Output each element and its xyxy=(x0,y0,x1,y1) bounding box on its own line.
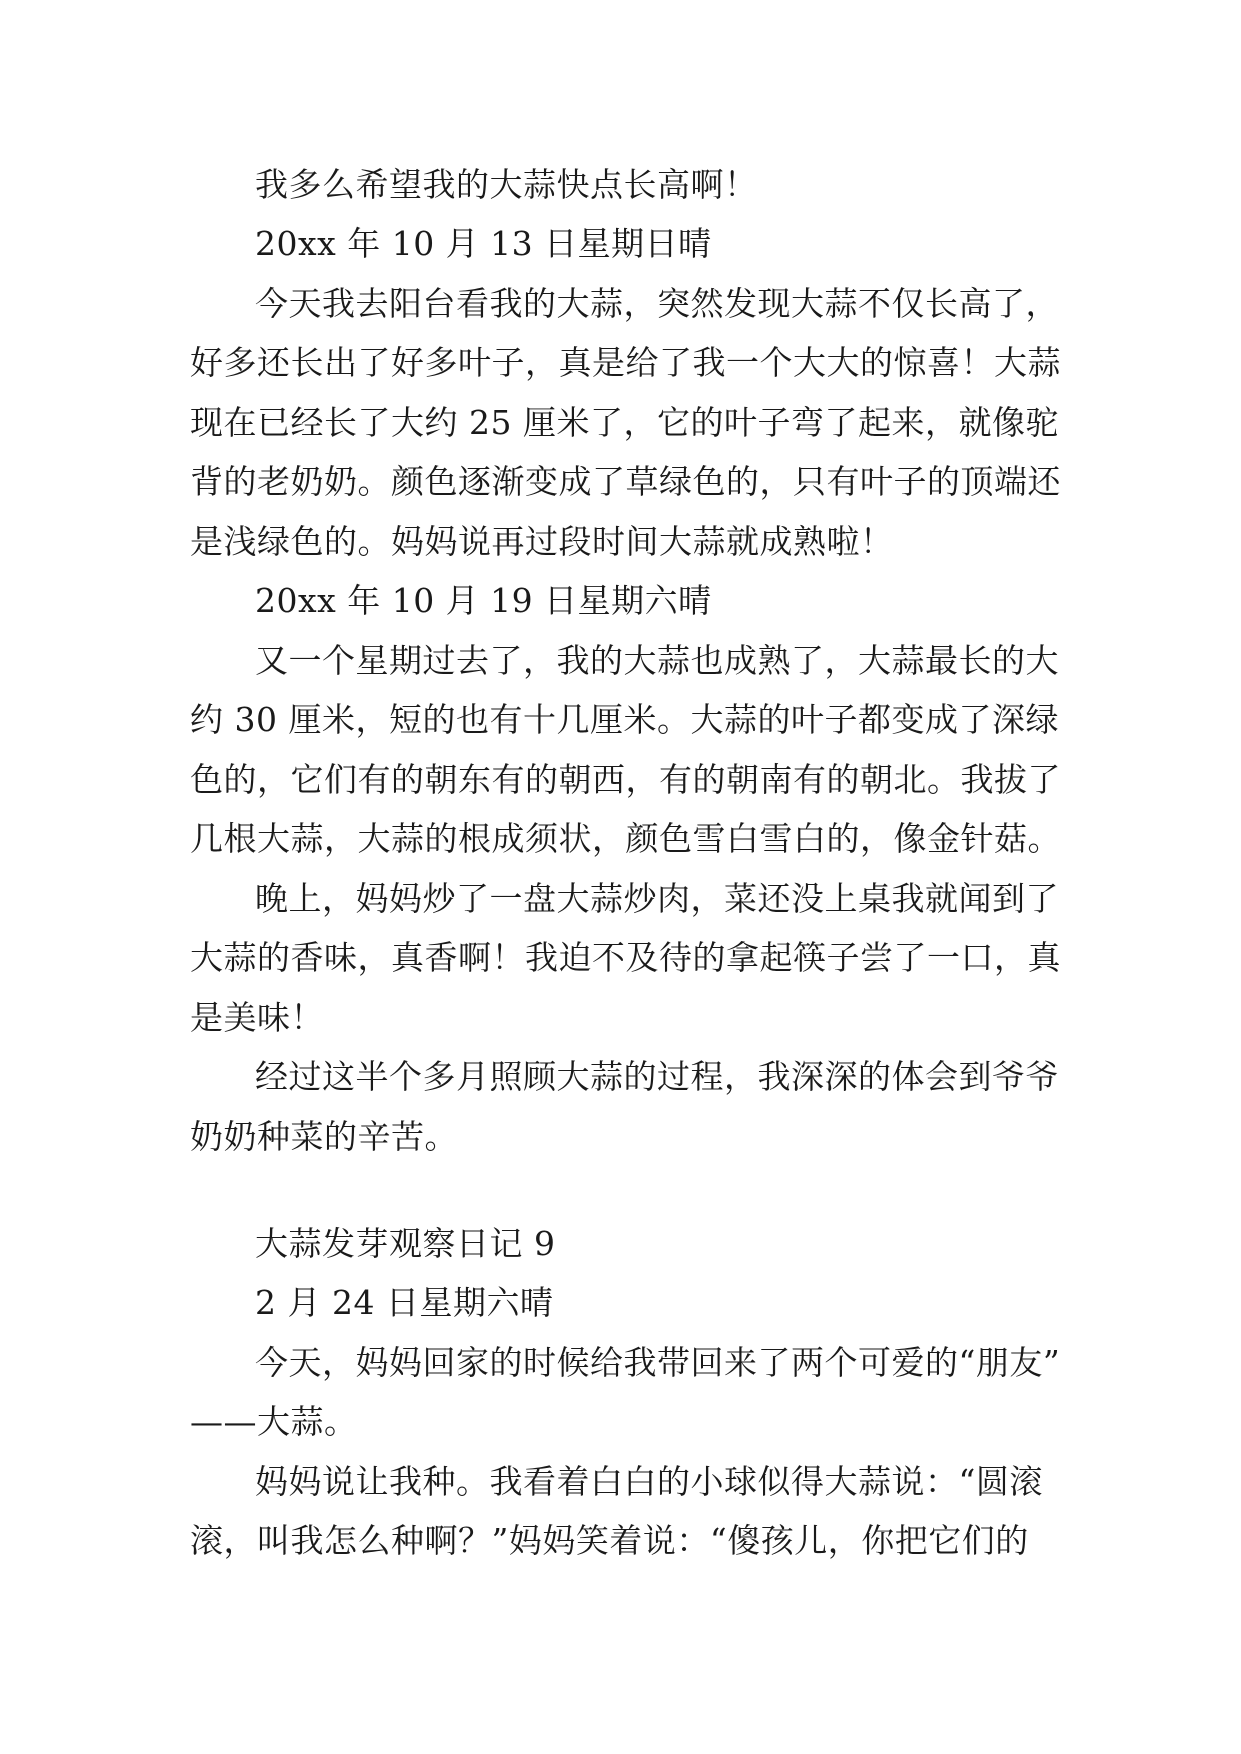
text-line: ——大蒜。 xyxy=(190,1402,358,1441)
text-line: 经过这半个多月照顾大蒜的过程，我深深的体会到爷爷 xyxy=(255,1057,1059,1096)
text-line: 今天，妈妈回家的时候给我带回来了两个可爱的“朋友” xyxy=(255,1343,1061,1382)
text-line: 背的老奶奶。颜色逐渐变成了草绿色的，只有叶子的顶端还 xyxy=(190,462,1061,501)
text-line: 今天我去阳台看我的大蒜，突然发现大蒜不仅长高了， xyxy=(255,284,1059,323)
text-line: 几根大蒜，大蒜的根成须状，颜色雪白雪白的，像金针菇。 xyxy=(190,819,1061,858)
date-heading: 20xx 年 10 月 19 日星期六晴 xyxy=(255,581,712,620)
text-line: 是美味！ xyxy=(190,998,324,1037)
text-line: 我多么希望我的大蒜快点长高啊！ xyxy=(255,165,758,204)
section-title: 大蒜发芽观察日记 9 xyxy=(255,1224,556,1263)
date-heading: 2 月 24 日星期六晴 xyxy=(255,1283,554,1322)
text-line: 又一个星期过去了，我的大蒜也成熟了，大蒜最长的大 xyxy=(255,641,1059,680)
text-line: 奶奶种菜的辛苦。 xyxy=(190,1117,458,1156)
text-line: 现在已经长了大约 25 厘米了，它的叶子弯了起来，就像驼 xyxy=(190,403,1059,442)
text-line: 妈妈说让我种。我看着白白的小球似得大蒜说：“圆滚 xyxy=(255,1462,1043,1501)
text-line: 是浅绿色的。妈妈说再过段时间大蒜就成熟啦！ xyxy=(190,522,894,561)
text-line: 滚，叫我怎么种啊？”妈妈笑着说：“傻孩儿，你把它们的 xyxy=(190,1521,1029,1560)
text-line: 大蒜的香味，真香啊！我迫不及待的拿起筷子尝了一口，真 xyxy=(190,938,1061,977)
text-line: 好多还长出了好多叶子，真是给了我一个大大的惊喜！大蒜 xyxy=(190,343,1061,382)
text-line: 约 30 厘米，短的也有十几厘米。大蒜的叶子都变成了深绿 xyxy=(190,700,1059,739)
text-line: 色的，它们有的朝东有的朝西，有的朝南有的朝北。我拔了 xyxy=(190,760,1061,799)
date-heading: 20xx 年 10 月 13 日星期日晴 xyxy=(255,224,712,263)
text-line: 晚上，妈妈炒了一盘大蒜炒肉，菜还没上桌我就闻到了 xyxy=(255,879,1059,918)
